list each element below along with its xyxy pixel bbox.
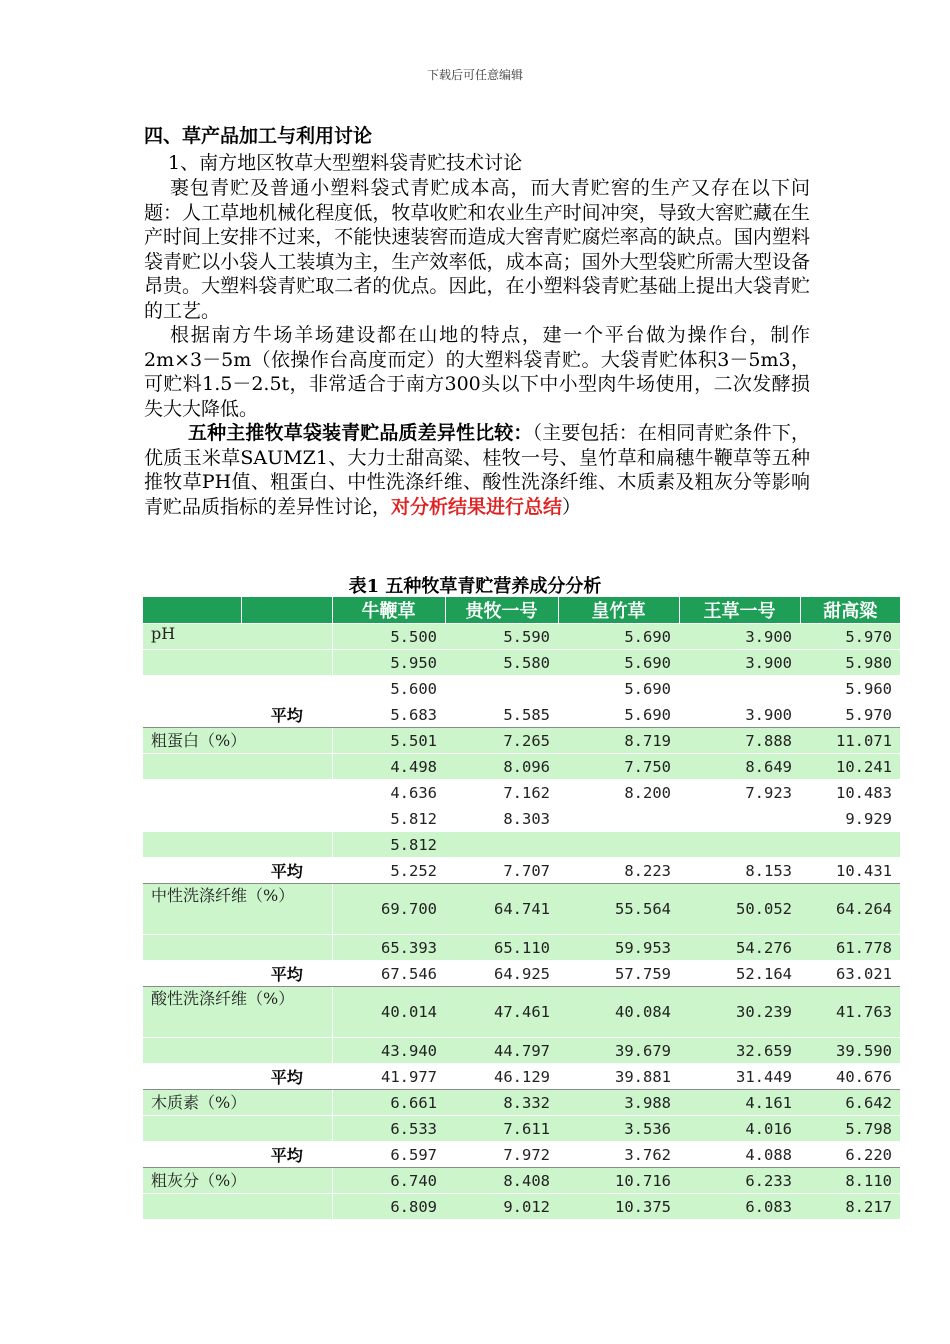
value-cell: 32.659 (679, 1038, 800, 1064)
table-row (143, 780, 900, 806)
value-cell: 8.719 (558, 728, 679, 754)
value-cell: 10.716 (558, 1168, 679, 1194)
row-label (143, 780, 332, 806)
value-cell: 5.690 (558, 650, 679, 676)
value-cell: 5.690 (558, 624, 679, 650)
row-label: 粗灰分（%） (143, 1168, 332, 1194)
paragraph-3-end: ） (562, 495, 582, 518)
row-label (143, 961, 241, 987)
value-cell: 8.153 (679, 858, 800, 884)
value-cell (679, 676, 800, 702)
table-row (143, 1116, 900, 1142)
row-label (143, 806, 332, 832)
table-row (143, 832, 900, 858)
value-cell: 9.012 (445, 1194, 558, 1220)
value-cell: 40.676 (800, 1064, 900, 1090)
value-cell: 10.241 (800, 754, 900, 780)
value-cell: 55.564 (558, 884, 679, 935)
value-cell: 64.741 (445, 884, 558, 935)
value-cell: 65.110 (445, 935, 558, 961)
value-cell: 65.393 (332, 935, 445, 961)
value-cell: 7.265 (445, 728, 558, 754)
value-cell: 54.276 (679, 935, 800, 961)
value-cell: 5.585 (445, 702, 558, 728)
value-cell: 10.483 (800, 780, 900, 806)
table-body (143, 624, 900, 1220)
sub-title: 1、南方地区牧草大型塑料袋青贮技术讨论 (168, 152, 523, 174)
value-cell: 39.881 (558, 1064, 679, 1090)
value-cell: 5.690 (558, 702, 679, 728)
row-label (143, 754, 332, 780)
row-label: 粗蛋白（%） (143, 728, 332, 754)
value-cell: 8.408 (445, 1168, 558, 1194)
value-cell: 69.700 (332, 884, 445, 935)
value-cell: 8.303 (445, 806, 558, 832)
value-cell: 7.923 (679, 780, 800, 806)
value-cell: 3.900 (679, 702, 800, 728)
table-average-row (143, 1142, 900, 1168)
header-cell: 牛鞭草 (332, 597, 445, 624)
value-cell: 5.970 (800, 624, 900, 650)
value-cell: 39.590 (800, 1038, 900, 1064)
table-row (143, 676, 900, 702)
value-cell: 7.707 (445, 858, 558, 884)
row-label (143, 650, 332, 676)
row-label (143, 702, 241, 728)
paragraph-1: 裹包青贮及普通小塑料袋式青贮成本高，而大青贮窖的生产又存在以下问题：人工草地机械化程度低，牧草收贮和农业生产时间冲突，导致大窖贮藏在生产时间上安排不过来，不能快速装窖而造成大窖青贮腐烂率高的缺点。国内塑料袋青贮以小袋人工装填为主，生产效率低，成本高；国外大型袋贮所需大型设备昂贵。大塑料袋青贮取二者的优点。因此，在小塑料袋青贮基础上提出大袋青贮的工艺。 (144, 177, 810, 322)
row-label (143, 1116, 332, 1142)
value-cell: 31.449 (679, 1064, 800, 1090)
value-cell: 63.021 (800, 961, 900, 987)
value-cell: 43.940 (332, 1038, 445, 1064)
row-label (143, 1194, 332, 1220)
table-row (143, 1038, 900, 1064)
page-header-note: 下载后可任意编辑 (426, 68, 523, 82)
value-cell: 64.925 (445, 961, 558, 987)
table-average-row (143, 1064, 900, 1090)
value-cell: 6.083 (679, 1194, 800, 1220)
value-cell: 5.500 (332, 624, 445, 650)
row-label (143, 1142, 241, 1168)
value-cell: 7.888 (679, 728, 800, 754)
table-row (143, 884, 900, 935)
section-title: 四、草产品加工与利用讨论 (144, 125, 373, 147)
value-cell: 5.950 (332, 650, 445, 676)
value-cell: 4.161 (679, 1090, 800, 1116)
row-label (143, 1038, 332, 1064)
table-average-row (143, 702, 900, 728)
table-row (143, 935, 900, 961)
row-label (143, 832, 332, 858)
row-label (143, 858, 241, 884)
value-cell: 8.649 (679, 754, 800, 780)
table-caption: 表1 五种牧草青贮营养成分分析 (348, 576, 602, 597)
row-label (143, 935, 332, 961)
value-cell: 50.052 (679, 884, 800, 935)
value-cell: 41.977 (332, 1064, 445, 1090)
document-body (144, 122, 810, 519)
value-cell: 4.636 (332, 780, 445, 806)
value-cell: 5.690 (558, 676, 679, 702)
value-cell: 57.759 (558, 961, 679, 987)
table-row (143, 987, 900, 1038)
paragraph-3-text: （主要包括：在相同青贮条件下，优质玉米草SAUMZ1、大力士甜高粱、桂牧一号、皇竹草和扁穗牛鞭草等五种推牧草PH值、粗蛋白、中性洗涤纤维、酸性洗涤纤维、木质素及粗灰分等影响青贮品质指标的差异性讨论， (144, 422, 810, 518)
value-cell: 6.809 (332, 1194, 445, 1220)
value-cell: 8.110 (800, 1168, 900, 1194)
value-cell: 5.798 (800, 1116, 900, 1142)
table-row (143, 624, 900, 650)
value-cell: 3.900 (679, 650, 800, 676)
row-label (143, 1064, 241, 1090)
value-cell: 4.498 (332, 754, 445, 780)
value-cell: 8.217 (800, 1194, 900, 1220)
average-label: 平均 (241, 702, 332, 728)
value-cell (445, 832, 558, 858)
value-cell: 47.461 (445, 987, 558, 1038)
average-label: 平均 (241, 1142, 332, 1168)
row-label: 酸性洗涤纤维（%） (143, 987, 332, 1038)
value-cell (558, 806, 679, 832)
value-cell (800, 832, 900, 858)
paragraph-3-highlight: 对分析结果进行总结 (391, 495, 563, 518)
value-cell: 40.014 (332, 987, 445, 1038)
value-cell (445, 676, 558, 702)
value-cell: 9.929 (800, 806, 900, 832)
value-cell: 4.016 (679, 1116, 800, 1142)
value-cell: 3.900 (679, 624, 800, 650)
value-cell: 7.162 (445, 780, 558, 806)
value-cell: 52.164 (679, 961, 800, 987)
value-cell: 64.264 (800, 884, 900, 935)
value-cell: 4.088 (679, 1142, 800, 1168)
table-header-row (143, 597, 900, 624)
value-cell: 5.970 (800, 702, 900, 728)
value-cell: 5.812 (332, 806, 445, 832)
value-cell: 39.679 (558, 1038, 679, 1064)
value-cell: 7.972 (445, 1142, 558, 1168)
value-cell: 3.988 (558, 1090, 679, 1116)
value-cell: 3.762 (558, 1142, 679, 1168)
value-cell: 5.501 (332, 728, 445, 754)
value-cell: 6.220 (800, 1142, 900, 1168)
table-row (143, 1090, 900, 1116)
average-label: 平均 (241, 1064, 332, 1090)
value-cell: 5.960 (800, 676, 900, 702)
table-average-row (143, 858, 900, 884)
header-cell: 王草一号 (679, 597, 800, 624)
value-cell: 5.600 (332, 676, 445, 702)
table-row (143, 1194, 900, 1220)
value-cell: 10.431 (800, 858, 900, 884)
value-cell: 6.642 (800, 1090, 900, 1116)
header-cell (143, 597, 241, 624)
value-cell: 6.233 (679, 1168, 800, 1194)
row-label: pH (143, 624, 332, 650)
value-cell: 8.332 (445, 1090, 558, 1116)
paragraph-2: 根据南方牛场羊场建设都在山地的特点，建一个平台做为操作台，制作2m×3－5m（依操作台高度而定）的大塑料袋青贮。大袋青贮体积3－5m3，可贮料1.5－2.5t，非常适合于南方300头以下中小型肉牛场使用，二次发酵损失大大降低。 (144, 324, 810, 420)
row-label: 木质素（%） (143, 1090, 332, 1116)
table-average-row (143, 961, 900, 987)
header-cell: 贵牧一号 (445, 597, 558, 624)
value-cell: 5.980 (800, 650, 900, 676)
paragraph-3 (144, 421, 810, 519)
value-cell: 5.683 (332, 702, 445, 728)
value-cell: 6.661 (332, 1090, 445, 1116)
value-cell: 6.533 (332, 1116, 445, 1142)
value-cell: 7.611 (445, 1116, 558, 1142)
table-row (143, 806, 900, 832)
table-row (143, 650, 900, 676)
header-cell: 甜高粱 (800, 597, 900, 624)
value-cell: 7.750 (558, 754, 679, 780)
value-cell: 11.071 (800, 728, 900, 754)
row-label: 中性洗涤纤维（%） (143, 884, 332, 935)
header-cell: 皇竹草 (558, 597, 679, 624)
value-cell: 41.763 (800, 987, 900, 1038)
value-cell: 59.953 (558, 935, 679, 961)
value-cell: 5.252 (332, 858, 445, 884)
value-cell: 5.812 (332, 832, 445, 858)
value-cell: 30.239 (679, 987, 800, 1038)
value-cell: 8.096 (445, 754, 558, 780)
average-label: 平均 (241, 858, 332, 884)
table-row (143, 728, 900, 754)
header-cell (241, 597, 332, 624)
value-cell: 8.223 (558, 858, 679, 884)
value-cell: 6.597 (332, 1142, 445, 1168)
row-label (143, 676, 332, 702)
value-cell: 6.740 (332, 1168, 445, 1194)
nutrient-table (143, 597, 900, 1220)
average-label: 平均 (241, 961, 332, 987)
value-cell (679, 832, 800, 858)
value-cell: 5.590 (445, 624, 558, 650)
value-cell: 46.129 (445, 1064, 558, 1090)
value-cell: 44.797 (445, 1038, 558, 1064)
paragraph-3-heading: 五种主推牧草袋装青贮品质差异性比较： (188, 422, 533, 444)
table-row (143, 754, 900, 780)
value-cell (679, 806, 800, 832)
value-cell: 61.778 (800, 935, 900, 961)
value-cell: 5.580 (445, 650, 558, 676)
table-row (143, 1168, 900, 1194)
value-cell: 67.546 (332, 961, 445, 987)
value-cell: 3.536 (558, 1116, 679, 1142)
value-cell: 10.375 (558, 1194, 679, 1220)
value-cell: 40.084 (558, 987, 679, 1038)
value-cell: 8.200 (558, 780, 679, 806)
value-cell (558, 832, 679, 858)
